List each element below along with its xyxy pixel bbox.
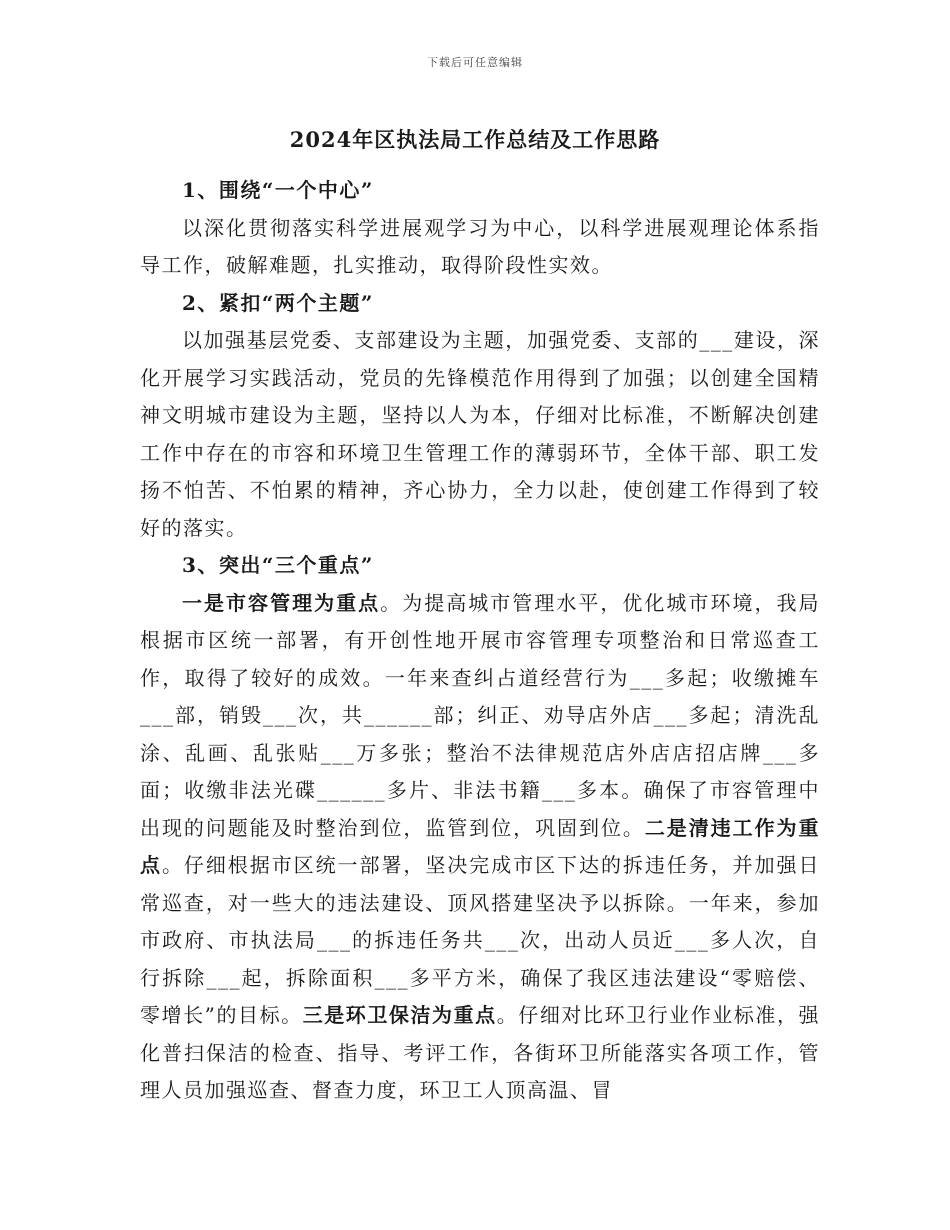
point1-body: 。为提高城市管理水平，优化城市环境，我局根据市区统一部署，有开创性地开展市容管理专项整治和日常巡查工作，取得了较好的成效。一年来查纠占道经营行为___多起；收缴摊车___部，销毁___次，共______部；纠正、劝导店外店___多起；清洗乱涂、乱画、乱张贴___万多张；整治不法律规范店外店店招店牌___多面；收缴非法光碟______多片、非法书籍___多本。确保了市容管理中出现的问题能及时整治到位，监管到位，巩固到位。 [140,590,821,840]
document-title: 2024年区执法局工作总结及工作思路 [289,127,661,152]
document-body [140,172,820,1110]
section3-heading: 3、突出“三个重点” [182,553,374,577]
section2-body: 以加强基层党委、支部建设为主题，加强党委、支部的___建设，深化开展学习实践活动，党员的先锋模范作用得到了加强；以创建全国精神文明城市建设为主题，坚持以人为本，仔细对比标准，不断解决创建工作中存在的市容和环境卫生管理工作的薄弱环节，全体干部、职工发扬不怕苦、不怕累的精神，齐心协力，全力以赴，使创建工作得到了较好的落实。 [140,328,820,540]
section1-body: 以深化贯彻落实科学进展观学习为中心，以科学进展观理论体系指导工作，破解难题，扎实推动，取得阶段性实效。 [140,215,820,277]
section2-heading: 2、紧扣“两个主题” [182,290,374,315]
section1-heading: 1、围绕“一个中心” [182,178,374,202]
point2-body: 。仔细根据市区统一部署，坚决完成市区下达的拆违任务，并加强日常巡查，对一些大的违法建设、顶风搭建坚决予以拆除。一年来，参加市政府、市执法局___的拆违任务共___次，出动人员近___多人次，自行拆除___起，拆除面积___多平方米，确保了我区违法建设“零赔偿、零增长”的目标。 [140,853,821,1027]
header-note: 下载后可任意编辑 [427,56,523,69]
point2-title: 二是清违工作为重点 [140,815,821,877]
point1-title: 一是市容管理为重点 [182,590,381,615]
point3-body: 。仔细对比环卫行业作业标准，强化普扫保洁的检查、指导、考评工作，各街环卫所能落实各项工作，管理人员加强巡查、督查力度，环卫工人顶高温、冒 [140,1003,821,1102]
point3-title: 三是环卫保洁为重点 [302,1003,497,1027]
section3-body [140,585,820,1110]
